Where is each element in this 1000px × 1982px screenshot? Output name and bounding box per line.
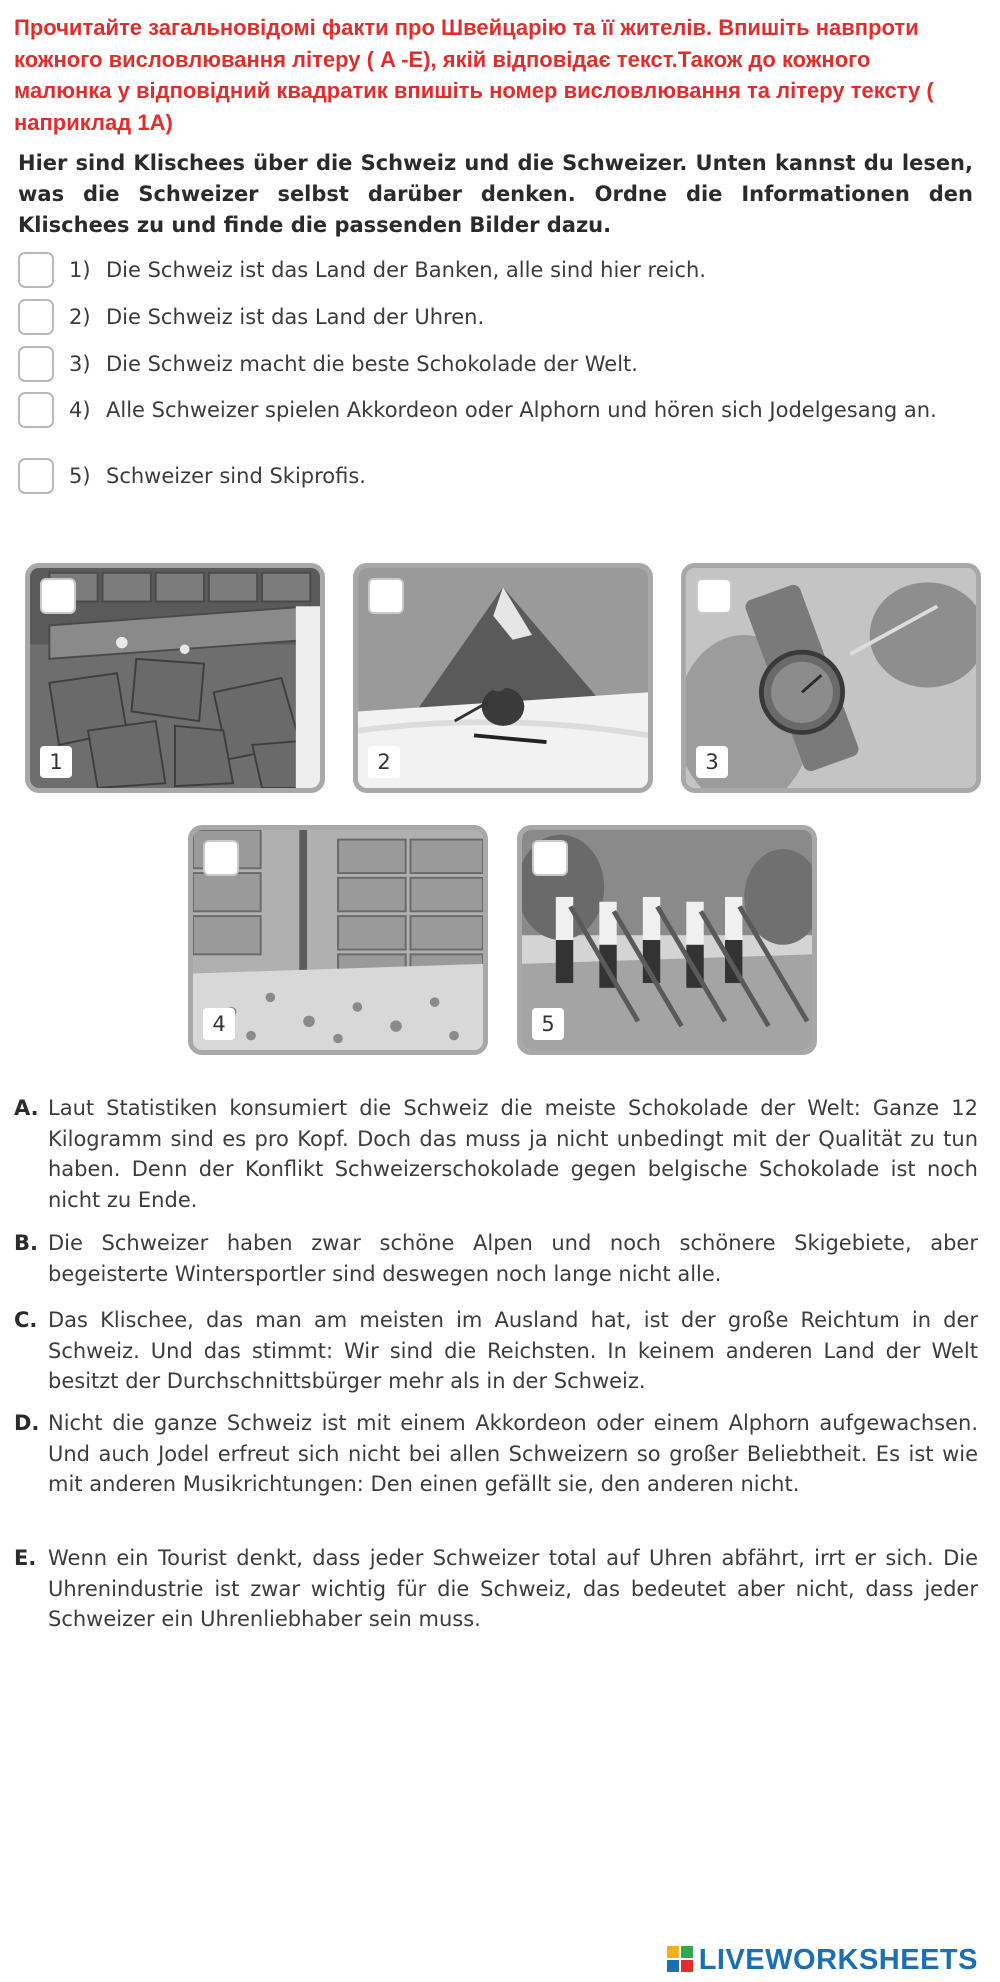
text-letter: D.: [14, 1411, 40, 1435]
statement-number: 2): [69, 305, 91, 329]
picture-2-skier: [353, 563, 653, 793]
text-body: Das Klischee, das man am meisten im Ausland hat, ist der große Reichtum in der Schweiz. Und das stimmt: Wir sind die Reichsten. In keinem anderen Land der Welt besitzt der Durchschnittsbürger mehr als in der Schweiz.: [48, 1308, 978, 1393]
statement-number: 5): [69, 464, 91, 488]
picture-3-watchmaker: [681, 563, 981, 793]
instruction-ukrainian: Прочитайте загальновідомі факти про Швейцарію та її жителів. Впишіть навпроти кожного висловлювання літеру ( A -E), якій відповідає текст.Також до кожного малюнка у відповідний квадратик впишіть номер висловлювання та літеру тексту ( наприклад 1A): [14, 15, 934, 135]
picture-2-label: 2: [368, 746, 400, 778]
picture-5-label: 5: [532, 1008, 564, 1040]
picture-4-answer-box[interactable]: [203, 840, 239, 876]
liveworksheets-brand: [667, 1944, 978, 1976]
text-body: Laut Statistiken konsumiert die Schweiz die meiste Schokolade der Welt: Ganze 12 Kilogramm sind es pro Kopf. Doch das muss ja nicht unbedingt mit der Qualität zu tun haben. Denn der Konflikt Schweizerschokolade gegen belgische Schokolade ist noch nicht zu Ende.: [48, 1096, 978, 1212]
picture-1-label: 1: [40, 746, 72, 778]
picture-4-label: 4: [203, 1008, 235, 1040]
picture-4-bank-vault: [188, 825, 488, 1055]
text-letter: A.: [14, 1096, 39, 1120]
statement-text: Die Schweiz ist das Land der Banken, alle sind hier reich.: [106, 258, 706, 282]
liveworksheets-logo-icon: [667, 1946, 695, 1974]
statement-4-answer-box[interactable]: [18, 392, 54, 428]
picture-1-chocolate: [25, 563, 325, 793]
brand-name: LIVEWORKSHEETS: [698, 1943, 978, 1976]
statement-text: Alle Schweizer spielen Akkordeon oder Alphorn und hören sich Jodelgesang an.: [106, 398, 937, 422]
picture-2-answer-box[interactable]: [368, 578, 404, 614]
statement-number: 3): [69, 352, 91, 376]
picture-5-answer-box[interactable]: [532, 840, 568, 876]
statement-number: 4): [69, 398, 91, 422]
statement-3-answer-box[interactable]: [18, 346, 54, 382]
statement-1-answer-box[interactable]: [18, 252, 54, 288]
text-body: Die Schweizer haben zwar schöne Alpen und noch schönere Skigebiete, aber begeisterte Wintersportler sind deswegen noch lange nicht alle.: [48, 1231, 978, 1286]
picture-1-answer-box[interactable]: [40, 578, 76, 614]
picture-3-answer-box[interactable]: [696, 578, 732, 614]
text-body: Wenn ein Tourist denkt, dass jeder Schweizer total auf Uhren abfährt, irrt er sich. Die Uhrenindustrie ist zwar wichtig für die Schweiz, das bedeutet aber nicht, dass jeder Schweizer ein Uhrenliebhaber sein muss.: [48, 1546, 978, 1631]
statement-text: Die Schweiz ist das Land der Uhren.: [106, 305, 485, 329]
statement-text: Schweizer sind Skiprofis.: [106, 464, 366, 488]
text-letter: E.: [14, 1546, 37, 1570]
text-letter: B.: [14, 1231, 38, 1255]
statement-5-answer-box[interactable]: [18, 458, 54, 494]
picture-3-label: 3: [696, 746, 728, 778]
text-letter: C.: [14, 1308, 38, 1332]
statement-text: Die Schweiz macht die beste Schokolade der Welt.: [106, 352, 638, 376]
picture-5-alphorn-players: [517, 825, 817, 1055]
statement-number: 1): [69, 258, 91, 282]
instruction-german: Hier sind Klischees über die Schweiz und die Schweizer. Unten kannst du lesen, was die Schweizer selbst darüber denken. Ordne die Informationen den Klischees zu und finde die passenden Bilder dazu.: [18, 151, 973, 237]
text-body: Nicht die ganze Schweiz ist mit einem Akkordeon oder einem Alphorn aufgewachsen. Und auch Jodel erfreut sich nicht bei allen Schweizern so großer Beliebtheit. Es ist wie mit anderen Musikrichtungen: Den einen gefällt sie, den anderen nicht.: [48, 1411, 978, 1496]
statement-2-answer-box[interactable]: [18, 299, 54, 335]
